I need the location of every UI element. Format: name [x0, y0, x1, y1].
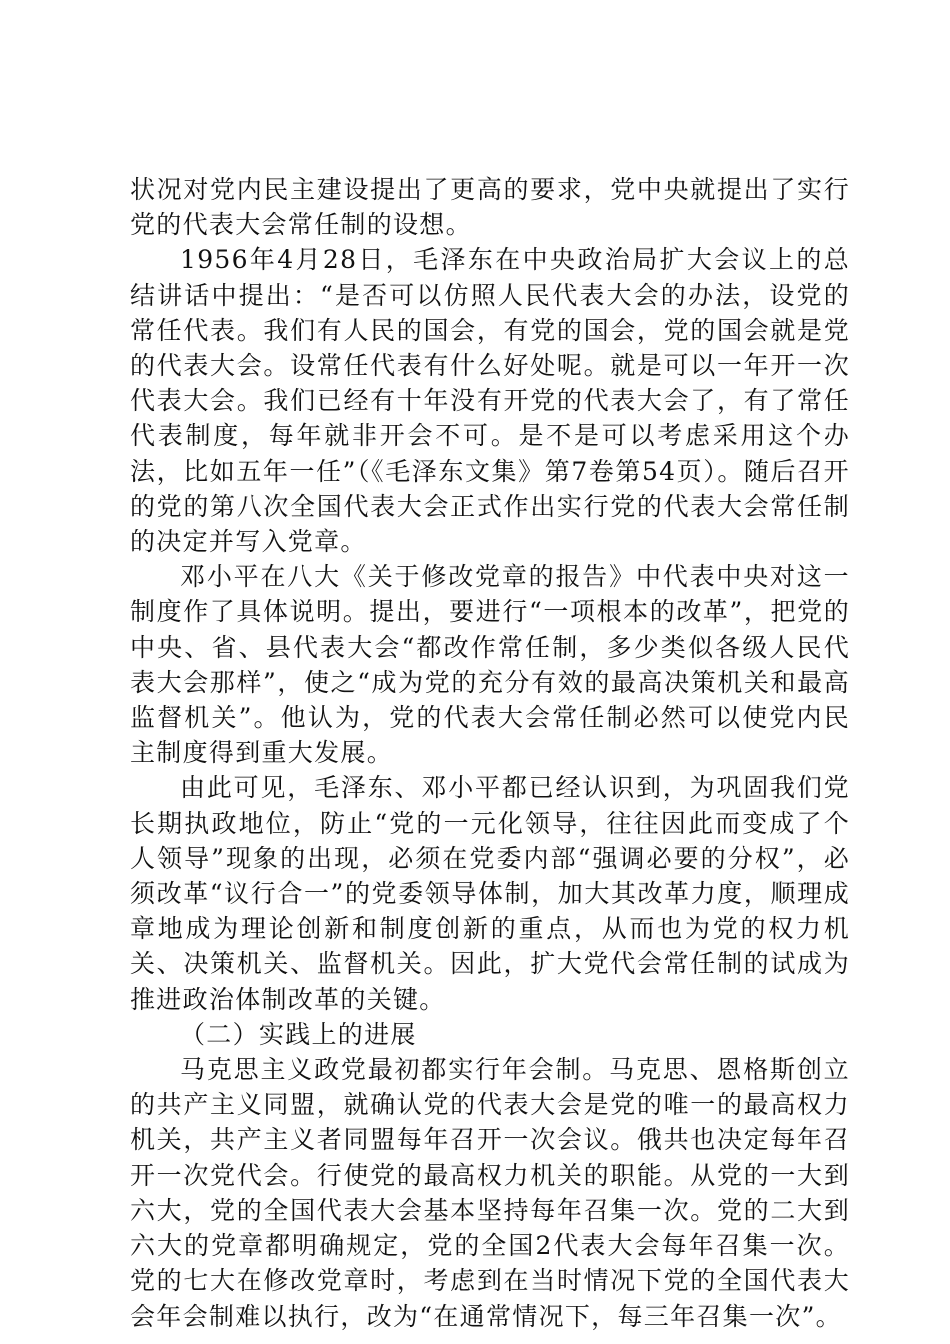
- paragraph-continuation: 状况对党内民主建设提出了更高的要求，党中央就提出了实行党的代表大会常任制的设想。: [130, 175, 850, 240]
- paragraph-conclusion: 由此可见，毛泽东、邓小平都已经认识到，为巩固我们党长期执政地位，防止“党的一元化领导，往往因此而变成了个人领导”现象的出现，必须在党委内部“强调必要的分权”，必须改革“议行合一”的党委领导体制，加大其改革力度，顺理成章地成为理论创新和制度创新的重点，从而也为党的权力机关、决策机关、监督机关。因此，扩大党代会常任制的试成为推进政治体制改革的关键。: [130, 773, 850, 1014]
- paragraph-practice-progress: 马克思主义政党最初都实行年会制。马克思、恩格斯创立的共产主义同盟，就确认党的代表大会是党的唯一的最高权力机关，共产主义者同盟每年召开一次会议。俄共也决定每年召开一次党代会。行使党的最高权力机关的职能。从党的一大到六大，党的全国代表大会基本坚持每年召集一次。党的二大到六大的党章都明确规定，党的全国2代表大会每年召集一次。党的七大在修改党章时，考虑到在当时情况下党的全国代表大会年会制难以执行，改为“在通常情况下，每三年召集一次”。: [130, 1055, 850, 1331]
- paragraph-deng-report: 邓小平在八大《关于修改党章的报告》中代表中央对这一制度作了具体说明。提出，要进行“一项根本的改革”，把党的中央、省、县代表大会“都改作常任制，多少类似各级人民代表大会那样”，使之“成为党的充分有效的最高决策机关和最高监督机关”。他认为，党的代表大会常任制必然可以使党内民主制度得到重大发展。: [130, 562, 850, 768]
- section-subheading: （二）实践上的进展: [180, 1019, 417, 1049]
- paragraph-mao-speech: 1956年4月28日，毛泽东在中央政治局扩大会议上的总结讲话中提出：“是否可以仿照人民代表大会的办法，设党的常任代表。我们有人民的国会，有党的国会，党的国会就是党的代表大会。设常任代表有什么好处呢。就是可以一年开一次代表大会。我们已经有十年没有开党的代表大会了，有了常任代表制度，每年就非开会不可。是不是可以考虑采用这个办法，比如五年一任”（《毛泽东文集》第7卷第54页）。随后召开的党的第八次全国代表大会正式作出实行党的代表大会常任制的决定并写入党章。: [130, 245, 850, 557]
- document-body: [130, 172, 850, 1334]
